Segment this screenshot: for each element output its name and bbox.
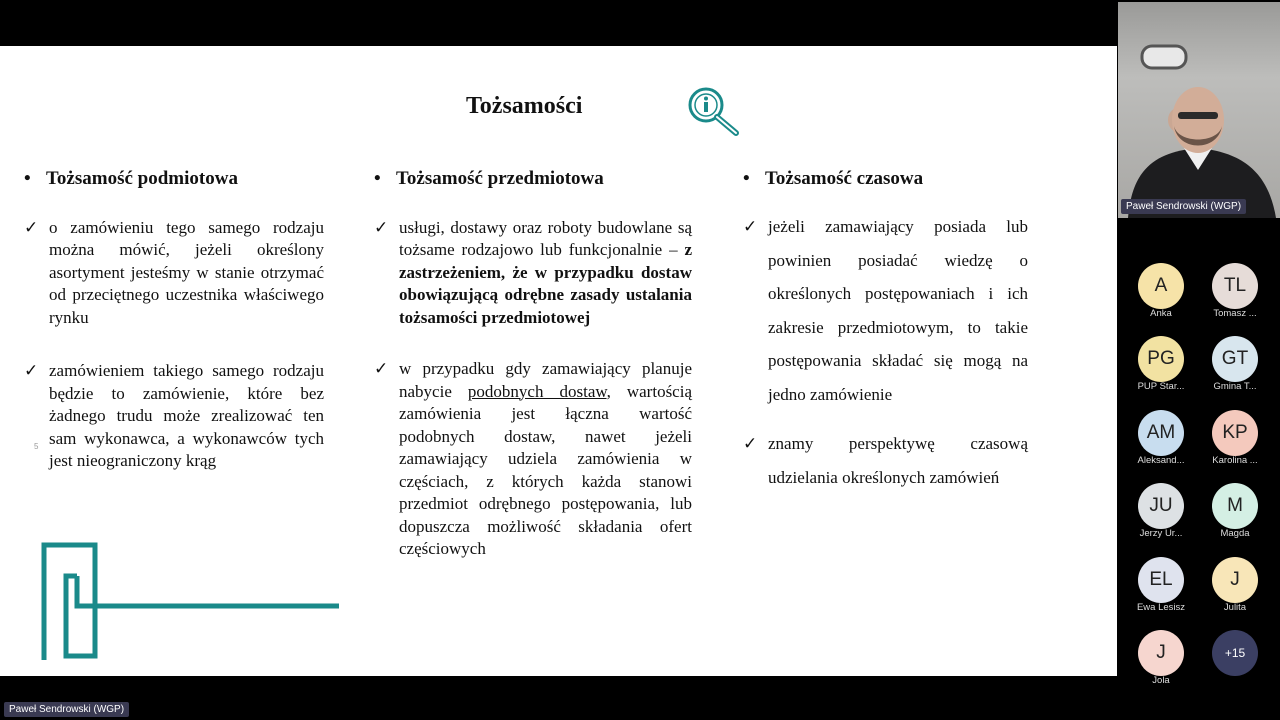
participant-tile[interactable]: [1125, 479, 1197, 551]
participant-tile[interactable]: [1125, 406, 1197, 478]
active-speaker-video[interactable]: [1118, 2, 1280, 218]
participant-avatar: TL: [1212, 263, 1258, 309]
participant-avatar: M: [1212, 483, 1258, 529]
presenter-name-tag: Paweł Sendrowski (WGP): [4, 702, 129, 717]
participant-avatar: J: [1138, 630, 1184, 676]
participant-avatar: J: [1212, 557, 1258, 603]
shared-slide: [0, 46, 1117, 676]
column-heading: Tożsamość podmiotowa: [46, 168, 238, 189]
participant-name: Tomasz ...: [1213, 308, 1257, 319]
participant-name: Gmina T...: [1213, 381, 1257, 392]
participant-tile[interactable]: [1125, 626, 1197, 698]
participant-name: Ewa Lesisz: [1136, 602, 1186, 613]
info-magnifier-icon: [684, 86, 740, 136]
more-participants-button[interactable]: +15: [1212, 630, 1258, 676]
column-heading: Tożsamość czasowa: [765, 168, 924, 189]
column-czasowa: [743, 168, 1028, 494]
participant-avatar: JU: [1138, 483, 1184, 529]
participant-avatar: GT: [1212, 336, 1258, 382]
list-item: ✓ o zamówieniu tego samego rodzaju można mówić, jeżeli określony asortyment jesteśmy w stanie otrzymać od przeciętnego uczestnika właściwego rynku: [24, 217, 324, 327]
checkmark-icon: ✓: [374, 359, 389, 378]
column-podmiotowa: [24, 168, 324, 473]
participant-name: Aleksand...: [1137, 455, 1185, 466]
list-item: ✓ w przypadku gdy zamawiający planuje nabycie podobnych dostaw, wartością zamówienia jest łączna wartość podobnych dostaw, nawet jeżeli zamawiający udziela zamówienia w częściach, z których każda stanowi przedmiot odrębnego postępowania, lub dopuszcza możliwość składania ofert częściowych: [374, 359, 692, 558]
list-item: ✓ usługi, dostawy oraz roboty budowlane są tożsame rodzajowo lub funkcjonalnie – z zastrzeżeniem, że w przypadku dostaw obowiązującą odrębne zasady ustalania tożsamości przedmiotowej: [374, 217, 692, 327]
checkmark-icon: ✓: [24, 217, 39, 237]
participant-name: Karolina ...: [1212, 455, 1258, 466]
participant-tile[interactable]: [1199, 479, 1271, 551]
speaker-name-tag: Paweł Sendrowski (WGP): [1121, 199, 1246, 214]
speaker-silhouette: [1118, 2, 1280, 218]
slide-title: Tożsamości: [466, 93, 583, 119]
participant-tile[interactable]: [1125, 259, 1197, 331]
bullet-icon: •: [743, 168, 750, 189]
list-item: ✓ jeżeli zamawiający posiada lub powinien posiadać wiedzę o określonych postępowaniach i ich zakresie przedmiotowym, to takie postępowania składać się mogą na jedno zamówienie: [743, 210, 1028, 411]
participant-tile[interactable]: [1199, 406, 1271, 478]
participant-name: Anka: [1150, 308, 1172, 319]
checkmark-icon: ✓: [743, 434, 758, 453]
participant-name: Jola: [1152, 675, 1170, 686]
participant-avatar: EL: [1138, 557, 1184, 603]
list-item: ✓ znamy perspektywę czasową udzielania określonych zamówień: [743, 427, 1028, 494]
participant-name: Magda: [1220, 528, 1250, 539]
column-heading: Tożsamość przedmiotowa: [396, 168, 604, 189]
checkmark-icon: ✓: [24, 361, 39, 380]
participant-avatar: KP: [1212, 410, 1258, 456]
participant-tile[interactable]: [1199, 259, 1271, 331]
participant-name: PUP Star...: [1137, 381, 1185, 392]
participant-tile[interactable]: [1125, 553, 1197, 625]
bullet-icon: •: [374, 168, 381, 189]
slide-number: 5: [34, 442, 39, 451]
participant-tile[interactable]: [1199, 332, 1271, 404]
participant-name: Jerzy Ur...: [1139, 528, 1183, 539]
participant-name: Julita: [1223, 602, 1247, 613]
participant-avatar: AM: [1138, 410, 1184, 456]
checkmark-icon: ✓: [374, 217, 389, 237]
participant-avatar: PG: [1138, 336, 1184, 382]
participant-tile[interactable]: [1125, 332, 1197, 404]
bullet-icon: •: [24, 168, 31, 189]
checkmark-icon: ✓: [743, 217, 758, 236]
organization-logo: [38, 542, 343, 662]
column-przedmiotowa: [374, 168, 692, 561]
participant-avatar: A: [1138, 263, 1184, 309]
participant-tile[interactable]: [1199, 553, 1271, 625]
list-item: ✓ zamówieniem takiego samego rodzaju będzie to zamówienie, które bez żadnego trudu może zrealizować ten sam wykonawca, a wykonawców tych jest nieograniczony krąg: [24, 361, 324, 470]
